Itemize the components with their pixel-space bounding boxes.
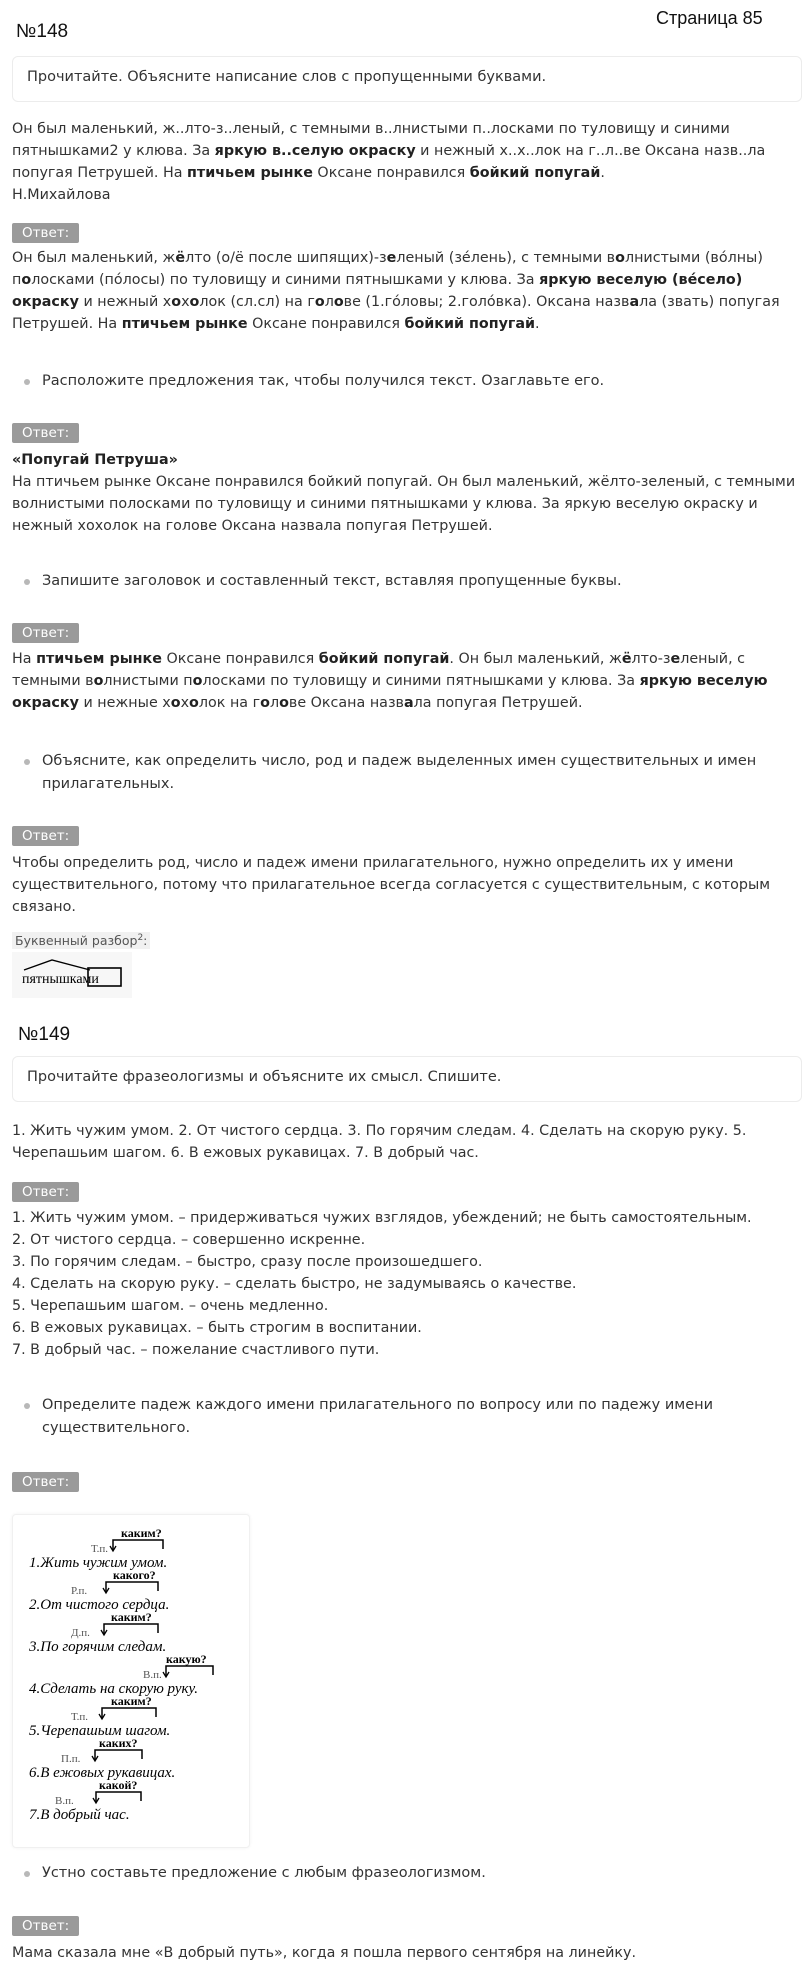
question-bracket bbox=[113, 1540, 163, 1550]
bold-phrase: бойкий попугай bbox=[469, 165, 601, 181]
text-fragment: Он был маленький, ж..лто-з..леный, с темными в..лнистыми п..лосками по туловищу и синими пятнышками2 у клюва. За bbox=[12, 121, 730, 159]
case-label: Т.п. bbox=[71, 1711, 89, 1723]
phrase-text: 4.Сделать на скорую руку. bbox=[29, 1681, 198, 1697]
exercise-148-text bbox=[12, 118, 804, 206]
task-bullet: Объясните, как определить число, род и падеж выделенных имен существительных и имен прилагательных. bbox=[24, 750, 802, 796]
case-label: Д.п. bbox=[71, 1627, 90, 1639]
task-text: Прочитайте. Объясните написание слов с пропущенными буквами. bbox=[27, 69, 547, 85]
phrase-text: 2.От чистого сердца. bbox=[29, 1597, 170, 1613]
list-item: 1. Жить чужим умом. – придерживаться чужих взглядов, убеждений; не быть самостоятельным. bbox=[12, 1210, 752, 1226]
case-label: В.п. bbox=[55, 1795, 74, 1807]
answer-badge: Ответ: bbox=[12, 223, 79, 243]
task-text: Прочитайте фразеологизмы и объясните их смысл. Спишите. bbox=[27, 1069, 502, 1085]
text-fragment: . bbox=[600, 165, 605, 181]
phrase-text: 6.В ежовых рукавицах. bbox=[29, 1765, 176, 1781]
letter-parse-label: Буквенный разбор$^2$: bbox=[12, 932, 150, 949]
answer-4-text: Чтобы определить род, число и падеж имени прилагательного, нужно определить их у имени существительного, потому что прилагательное всегда согласуется с существительным, с которым связано. bbox=[12, 855, 771, 915]
answer-title: «Попугай Петруша» bbox=[12, 452, 178, 468]
morpheme-parse-diagram bbox=[12, 952, 132, 998]
root-arc bbox=[24, 960, 90, 970]
question-label: какого? bbox=[113, 1568, 156, 1582]
author: Н.Михайлова bbox=[12, 187, 111, 203]
question-bracket bbox=[96, 1792, 141, 1802]
question-bracket bbox=[106, 1582, 158, 1592]
phrase-text: 1.Жить чужим умом. bbox=[29, 1555, 168, 1571]
question-bracket bbox=[166, 1666, 213, 1676]
text-fragment: и нежный х..х..лок на г..л..ве Оксана назв..ла попугая Петрушей. На bbox=[12, 143, 766, 181]
exercise-149-text: 1. Жить чужим умом. 2. От чистого сердца. 3. По горячим следам. 4. Сделать на скорую руку. 5. Черепашьим шагом. 6. В ежовых рукавицах. 7. В добрый час. bbox=[12, 1123, 747, 1161]
question-label: каким? bbox=[111, 1694, 152, 1708]
question-label: каких? bbox=[99, 1736, 138, 1750]
question-bracket bbox=[104, 1624, 158, 1634]
exercise-148-task bbox=[12, 56, 802, 102]
answer-badge: Ответ: bbox=[12, 1182, 79, 1202]
task-bullet: Расположите предложения так, чтобы получился текст. Озаглавьте его. bbox=[24, 370, 802, 393]
answer-2-text bbox=[12, 449, 804, 537]
answer-1-text: Он был маленький, жёлто (о/ё после шипящих)-зеленый (зе́лень), с темными волнистыми (во́лны) полосками (по́лосы) по туловищу и синими пятнышками у клюва. За яркую веселую (ве́село) окраску и нежный хохолок (сл.сл) на голове (1.го́ловы; 2.голо́вка). Оксана назвала (звать) попугая Петрушей. На птичьем рынке Оксане понравился бойкий попугай. bbox=[12, 250, 780, 332]
text-fragment: Оксане понравился bbox=[312, 165, 470, 181]
phraseology-diagram bbox=[13, 1515, 249, 1847]
list-item: 7. В добрый час. – пожелание счастливого пути. bbox=[12, 1342, 380, 1358]
list-item: 2. От чистого сердца. – совершенно искренне. bbox=[12, 1232, 366, 1248]
phraseology-analysis-image bbox=[12, 1514, 250, 1848]
task-bullet: Устно составьте предложение с любым фразеологизмом. bbox=[24, 1862, 802, 1885]
case-label: П.п. bbox=[61, 1753, 81, 1765]
answer-badge: Ответ: bbox=[12, 826, 79, 846]
question-bracket bbox=[95, 1750, 142, 1760]
list-item: 4. Сделать на скорую руку. – сделать быстро, не задумываясь о качестве. bbox=[12, 1276, 577, 1292]
list-item: 5. Черепашьим шагом. – очень медленно. bbox=[12, 1298, 329, 1314]
exercise-149-title: №149 bbox=[18, 1024, 71, 1045]
parse-word: пятнышками bbox=[22, 972, 99, 987]
question-label: каким? bbox=[111, 1610, 152, 1624]
phrase-text: 5.Черепашьим шагом. bbox=[29, 1723, 171, 1739]
case-label: Р.п. bbox=[71, 1585, 88, 1597]
answer-badge: Ответ: bbox=[12, 623, 79, 643]
question-bracket bbox=[102, 1708, 156, 1718]
answer-badge: Ответ: bbox=[12, 1916, 79, 1936]
answer-badge: Ответ: bbox=[12, 423, 79, 443]
answer-3-text: На птичьем рынке Оксане понравился бойкий попугай. Он был маленький, жёлто-зеленый, с темными волнистыми полосками по туловищу и синими пятнышками у клюва. За яркую веселую окраску и нежные хохолок на голове Оксана назвала попугая Петрушей. bbox=[12, 651, 768, 711]
bold-phrase: птичьем рынке bbox=[187, 165, 313, 181]
bold-phrase: яркую в..селую окраску bbox=[214, 143, 416, 159]
list-item: 6. В ежовых рукавицах. – быть строгим в воспитании. bbox=[12, 1320, 422, 1336]
phrase-text: 7.В добрый час. bbox=[29, 1807, 130, 1823]
case-label: Т.п. bbox=[91, 1543, 109, 1555]
phrase-text: 3.По горячим следам. bbox=[29, 1639, 167, 1655]
question-label: каким? bbox=[121, 1526, 162, 1540]
answer-list bbox=[12, 1207, 804, 1361]
answer-body: На птичьем рынке Оксане понравился бойкий попугай. Он был маленький, жёлто-зеленый, с темными волнистыми полосками по туловищу и синими пятнышками у клюва. За яркую веселую окраску и нежный хохолок на голове Оксана назвала попугая Петрушей. bbox=[12, 474, 796, 534]
exercise-149-task bbox=[12, 1056, 802, 1102]
list-item: 3. По горячим следам. – быстро, сразу после произошедшего. bbox=[12, 1254, 483, 1270]
morpheme-parse bbox=[12, 952, 132, 998]
case-label: В.п. bbox=[143, 1669, 162, 1681]
exercise-148-title: №148 bbox=[16, 21, 69, 42]
task-bullet: Определите падеж каждого имени прилагательного по вопросу или по падежу имени существительного. bbox=[24, 1394, 802, 1440]
answer-last-text: Мама сказала мне «В добрый путь», когда я пошла первого сентября на линейку. bbox=[12, 1945, 637, 1961]
page-number: Страница 85 bbox=[656, 8, 763, 28]
answer-badge: Ответ: bbox=[12, 1472, 79, 1492]
question-label: какую? bbox=[166, 1652, 207, 1666]
task-bullet: Запишите заголовок и составленный текст, вставляя пропущенные буквы. bbox=[24, 570, 802, 593]
question-label: какой? bbox=[99, 1778, 138, 1792]
